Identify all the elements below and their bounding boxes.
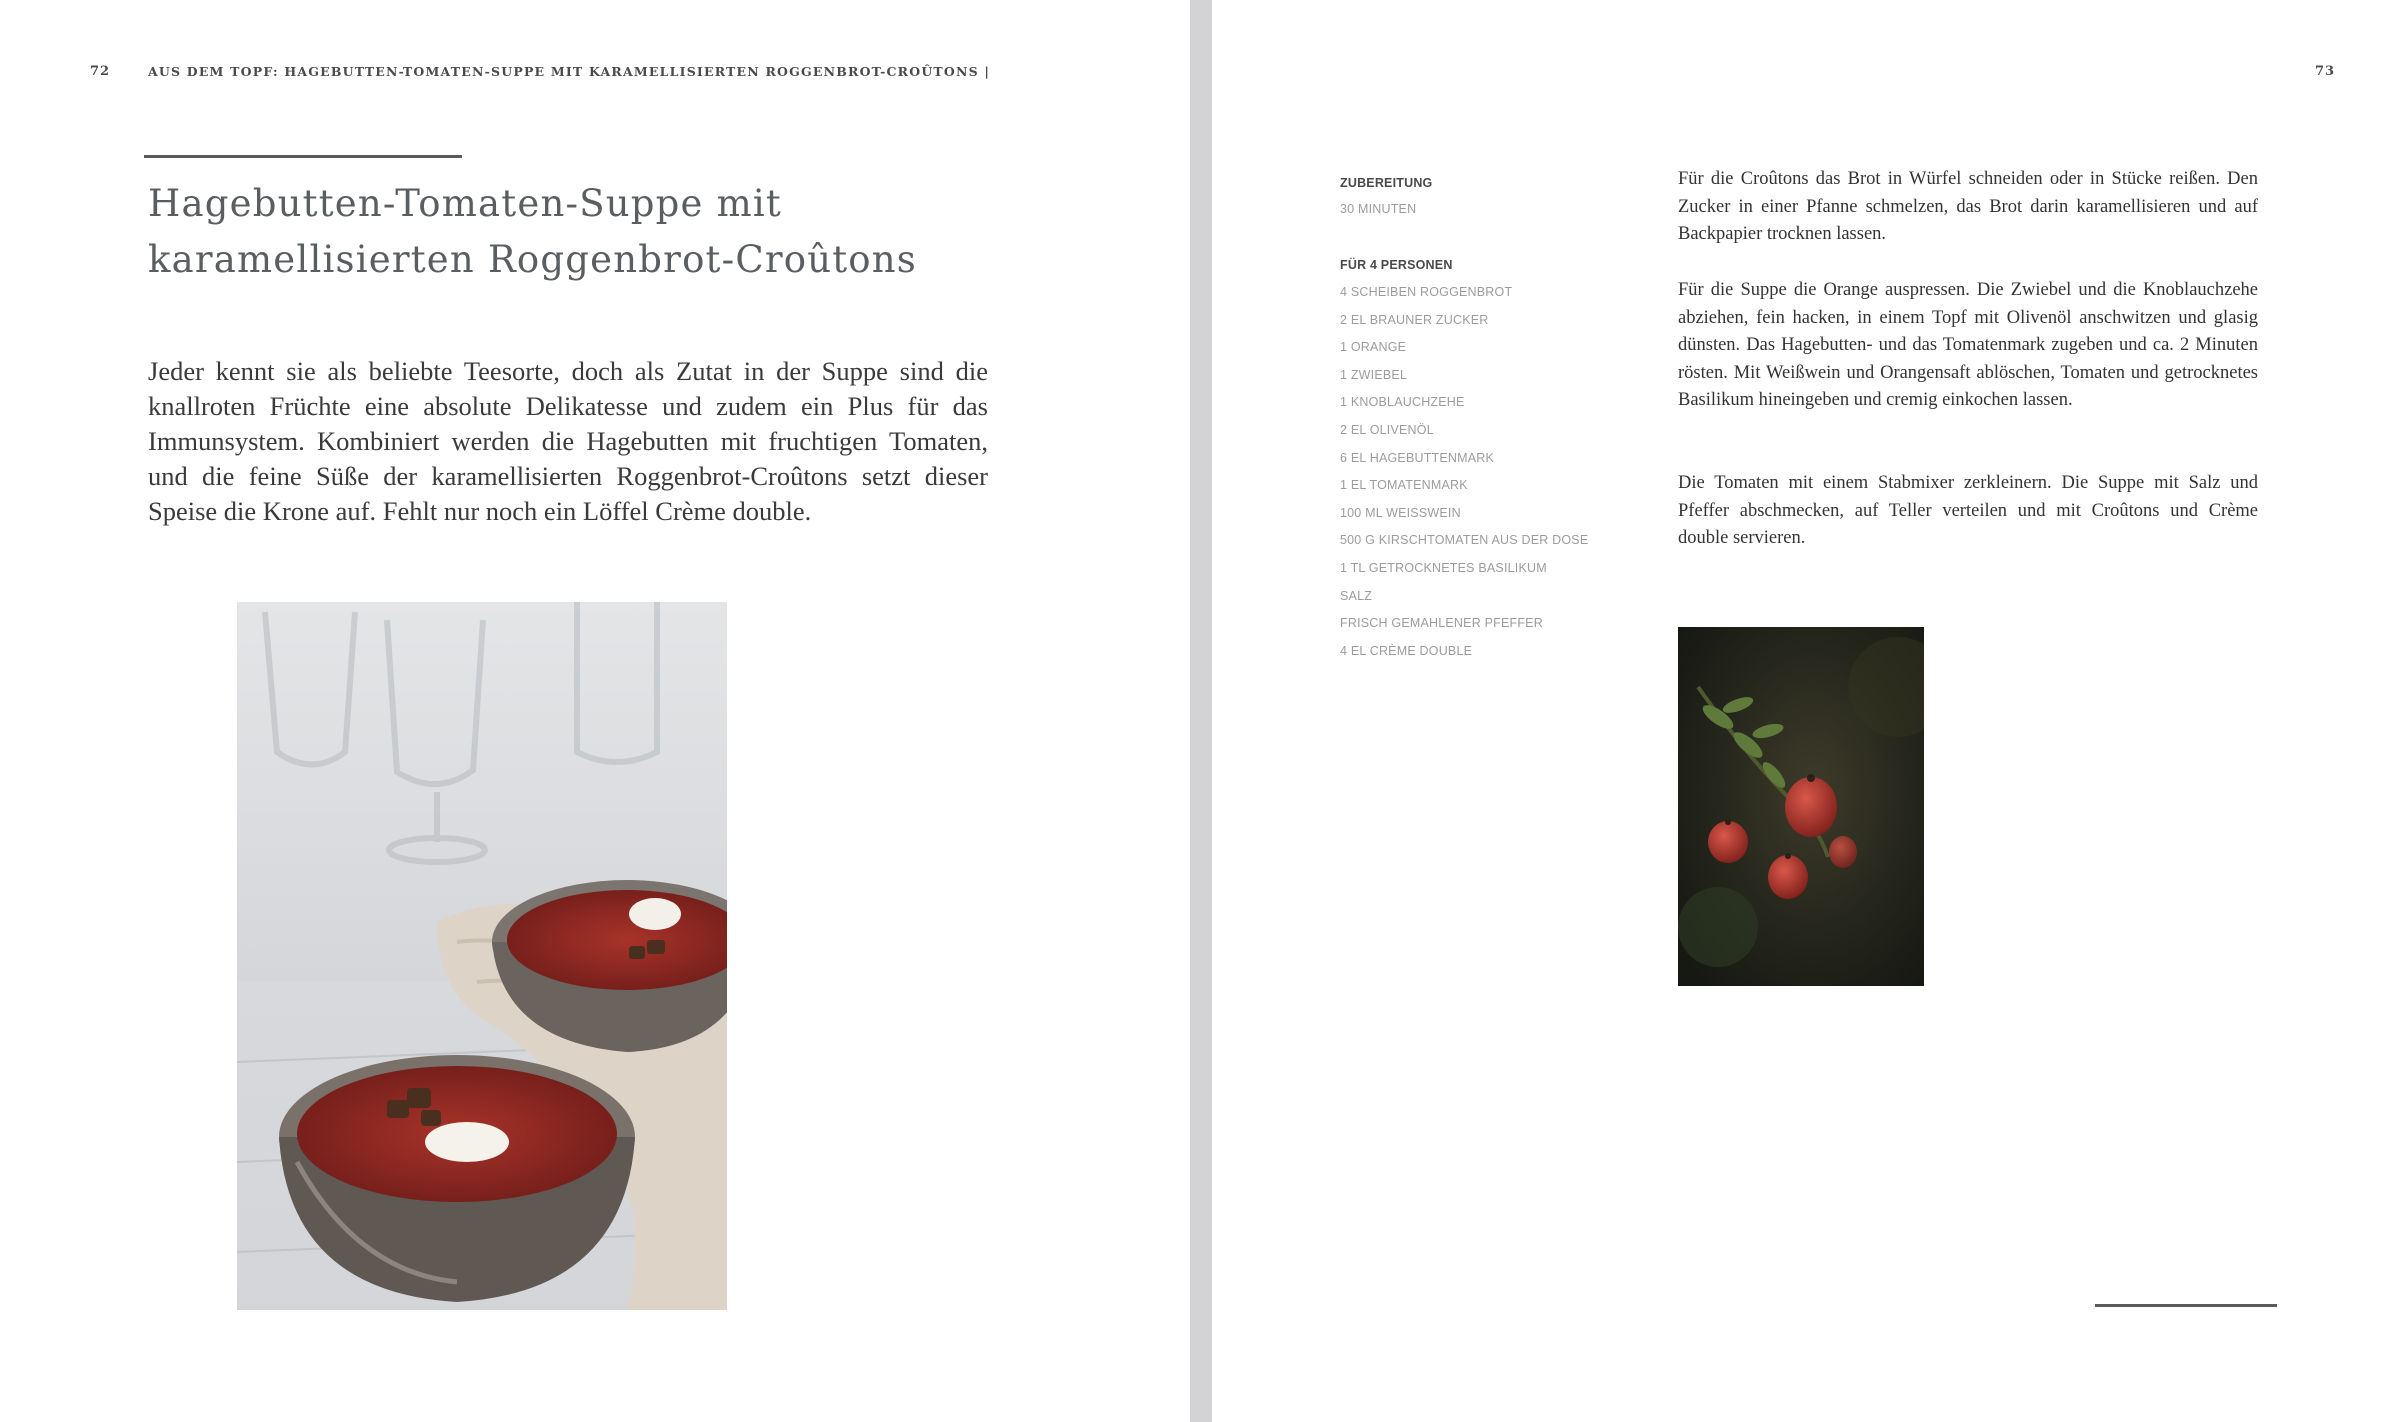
servings-label: FÜR 4 PERSONEN xyxy=(1340,258,1453,272)
prep-time: 30 MINUTEN xyxy=(1340,202,1417,216)
ingredient-item: 1 EL TOMATENMARK xyxy=(1340,478,1468,493)
prep-label: ZUBEREITUNG xyxy=(1340,176,1433,190)
ingredient-item: 4 SCHEIBEN ROGGENBROT xyxy=(1340,285,1513,299)
method-step-3: Die Tomaten mit einem Stabmixer zerkleinern. Die Suppe mit Salz und Pfeffer abschmecken, auf Teller verteilen und mit Croûtons und Crème double servieren. xyxy=(1678,473,2258,549)
book-spine xyxy=(1190,0,1212,1422)
ingredient-item: 4 EL CRÈME DOUBLE xyxy=(1340,643,1473,658)
ingredient-item: 100 ML WEISSWEIN xyxy=(1340,505,1461,520)
ingredient-item: 6 EL HAGEBUTTENMARK xyxy=(1340,450,1495,465)
ingredient-item: 500 G KIRSCHTOMATEN AUS DER DOSE xyxy=(1340,533,1589,548)
method-step-2: Für die Suppe die Orange auspressen. Die Zwiebel und die Knoblauchzehe abziehen, fein hacken, in einem Topf mit Olivenöl anschwitzen und glasig dünsten. Das Hagebutten- und das Tomatenmark zugeben und ca. 2 Minuten rösten. Mit Weißwein und Orangensaft ablöschen, Tomaten und getrocknetes Basilikum hineingeben und cremig einkochen lassen. xyxy=(1678,280,2258,411)
ingredient-item: FRISCH GEMAHLENER PFEFFER xyxy=(1340,616,1543,631)
intro-paragraph: Jeder kennt sie als beliebte Teesorte, doch als Zutat in der Suppe sind die knallroten Früchte eine absolute Delikatesse und zudem ein Plus für das Immunsystem. Kombiniert werden die Hagebutten mit fruchtigen Tomaten, und die feine Süße der karamellisierten Roggenbrot-Croûtons setzt dieser Speise die Krone auf. Fehlt nur noch ein Löffel Crème double. xyxy=(148,356,988,526)
ingredients-block xyxy=(1340,258,1588,670)
ingredient-item: SALZ xyxy=(1340,588,1373,603)
ingredient-item: 1 TL GETROCKNETES BASILIKUM xyxy=(1340,560,1547,575)
page-number-left: 72 xyxy=(90,64,111,79)
bottom-rule xyxy=(2095,1304,2277,1307)
recipe-title-line-2: karamellisierten Roggenbrot-Croûtons xyxy=(148,238,917,281)
page-number-right: 73 xyxy=(2315,64,2336,79)
right-page xyxy=(1212,0,2400,1422)
ingredient-item: 1 ZWIEBEL xyxy=(1340,367,1408,382)
soup-illustration xyxy=(237,602,727,1310)
rosehip-photo xyxy=(1678,627,1924,986)
ingredient-item: 2 EL BRAUNER ZUCKER xyxy=(1340,312,1489,327)
soup-bowls-photo xyxy=(237,602,727,1310)
prep-time-block xyxy=(1340,176,1432,216)
ingredients-list xyxy=(1340,284,1588,670)
ingredient-item: 1 KNOBLAUCHZEHE xyxy=(1340,395,1465,410)
ingredient-item: 1 ORANGE xyxy=(1340,340,1407,355)
method-step-1: Für die Croûtons das Brot in Würfel schneiden oder in Stücke reißen. Den Zucker in einer Pfanne schmelzen, das Brot darin karamellisieren und auf Backpapier trocknen lassen. xyxy=(1678,169,2258,245)
recipe-title xyxy=(148,176,1048,288)
title-rule xyxy=(144,155,462,158)
left-page xyxy=(0,0,1190,1422)
rosehip-illustration xyxy=(1678,627,1924,986)
ingredient-item: 2 EL OLIVENÖL xyxy=(1340,422,1434,437)
recipe-title-line-1: Hagebutten-Tomaten-Suppe mit xyxy=(148,182,782,225)
running-header: AUS DEM TOPF: HAGEBUTTEN-TOMATEN-SUPPE MIT KARAMELLISIERTEN ROGGENBROT-CROÛTONS | xyxy=(148,64,991,79)
